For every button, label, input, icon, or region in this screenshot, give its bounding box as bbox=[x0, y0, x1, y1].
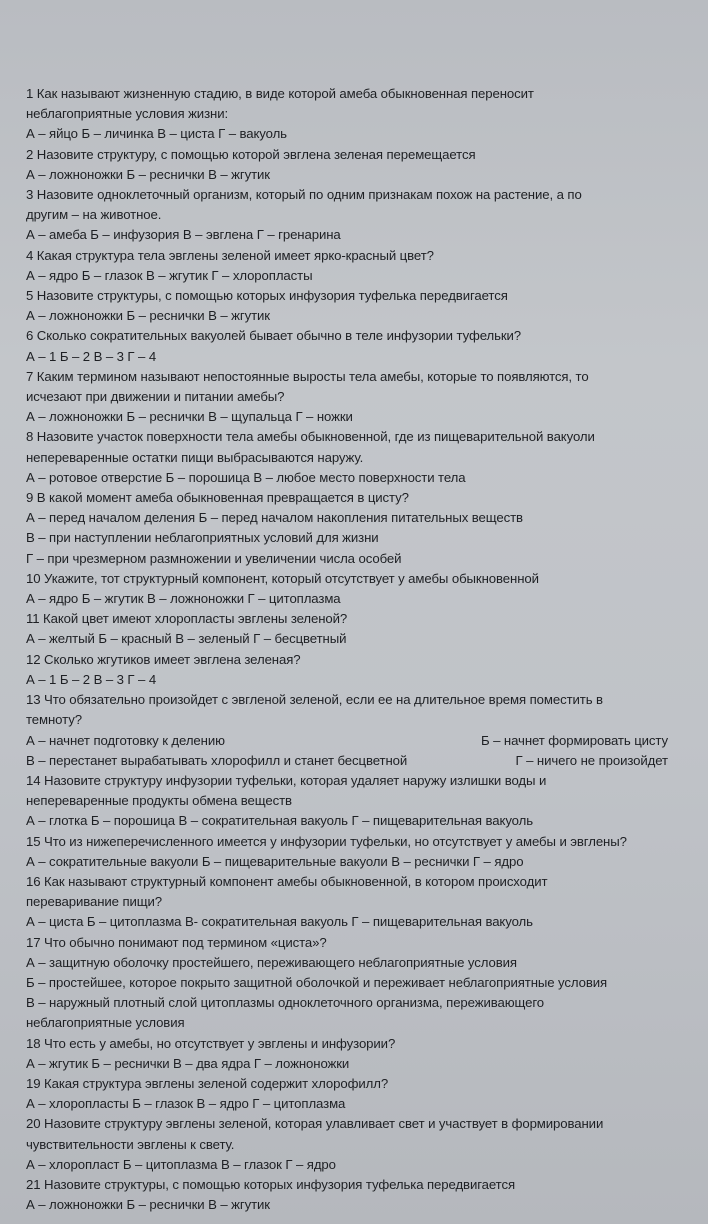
answer-options: А – защитную оболочку простейшего, переживающего неблагоприятные условия bbox=[26, 954, 517, 970]
question-block bbox=[26, 185, 698, 246]
question-text: 18 Что есть у амебы, но отсутствует у эвглены и инфузории? bbox=[26, 1035, 396, 1051]
answer-options: А – перед началом деления Б – перед началом накопления питательных веществ bbox=[26, 510, 523, 526]
question-text: 19 Какая структура эвглены зеленой содержит хлорофилл? bbox=[26, 1075, 389, 1091]
question-text: 2 Назовите структуру, с помощью которой эвглена зеленая перемещается bbox=[26, 146, 476, 162]
answer-options: А – ложноножки Б – реснички В – жгутик bbox=[26, 166, 270, 182]
question-block bbox=[26, 569, 698, 609]
answer-options: А – жгутик Б – реснички В – два ядра Г – ложноножки bbox=[26, 1055, 350, 1071]
question-text: 8 Назовите участок поверхности тела амебы обыкновенной, где из пищеварительной вакуоли bbox=[26, 429, 595, 445]
question-block bbox=[26, 145, 698, 185]
answer-options-row bbox=[26, 731, 698, 751]
answer-options: А – амеба Б – инфузория В – эвглена Г – гренарина bbox=[26, 227, 341, 243]
question-text: 13 Что обязательно произойдет с эвгленой зеленой, если ее на длительное время поместить в bbox=[26, 692, 603, 708]
answer-options: А – 1 Б – 2 В – 3 Г – 4 bbox=[26, 348, 157, 364]
question-block bbox=[26, 1074, 698, 1114]
question-text: 21 Назовите структуры, с помощью которых инфузория туфелька передвигается bbox=[26, 1176, 515, 1192]
question-block bbox=[26, 933, 698, 1034]
answer-options: А – сократительные вакуоли Б – пищеварительные вакуоли В – реснички Г – ядро bbox=[26, 853, 524, 869]
question-text: 1 Как называют жизненную стадию, в виде которой амеба обыкновенная переносит bbox=[26, 86, 534, 101]
question-text: переваривание пищи? bbox=[26, 894, 163, 910]
question-text: 6 Сколько сократительных вакуолей бывает обычно в теле инфузории туфельки? bbox=[26, 328, 522, 344]
question-block bbox=[26, 286, 698, 326]
question-block bbox=[26, 1175, 698, 1215]
answer-options: А – хлоропласт Б – цитоплазма В – глазок Г – ядро bbox=[26, 1156, 336, 1172]
answer-options: А – ложноножки Б – реснички В – жгутик bbox=[26, 1197, 270, 1213]
question-block bbox=[26, 872, 698, 933]
question-text: 5 Назовите структуры, с помощью которых инфузория туфелька передвигается bbox=[26, 288, 508, 304]
question-block bbox=[26, 609, 698, 649]
question-block bbox=[26, 771, 698, 832]
question-block bbox=[26, 488, 698, 569]
question-text: 7 Каким термином называют непостоянные выросты тела амебы, которые то появляются, то bbox=[26, 368, 589, 384]
question-text: 16 Как называют структурный компонент амебы обыкновенной, в котором происходит bbox=[26, 873, 548, 889]
answer-options: А – циста Б – цитоплазма В- сократительная вакуоль Г – пищеварительная вакуоль bbox=[26, 914, 533, 930]
question-text: неблагоприятные условия жизни: bbox=[26, 106, 229, 122]
question-text: чувствительности эвглены к свету. bbox=[26, 1136, 235, 1152]
answer-options: А – ротовое отверстие Б – порошица В – любое место поверхности тела bbox=[26, 469, 466, 485]
question-text: 17 Что обычно понимают под термином «циста»? bbox=[26, 934, 327, 950]
answer-options: А – ложноножки Б – реснички В – жгутик bbox=[26, 308, 270, 324]
question-text: 11 Какой цвет имеют хлоропласты эвглены зеленой? bbox=[26, 611, 348, 627]
question-text: 4 Какая структура тела эвглены зеленой имеет ярко-красный цвет? bbox=[26, 247, 434, 263]
question-text: 10 Укажите, тот структурный компонент, который отсутствует у амебы обыкновенной bbox=[26, 570, 539, 586]
question-text: непереваренные остатки пищи выбрасываются наружу. bbox=[26, 449, 364, 465]
question-block bbox=[26, 326, 698, 366]
question-block bbox=[26, 367, 698, 428]
question-text: другим – на животное. bbox=[26, 207, 162, 223]
question-text: непереваренные продукты обмена веществ bbox=[26, 793, 292, 809]
answer-options: А – ложноножки Б – реснички В – щупальца Г – ножки bbox=[26, 409, 353, 425]
answer-options: Г – при чрезмерном размножении и увеличении числа особей bbox=[26, 550, 402, 566]
question-block bbox=[26, 246, 698, 286]
answer-options: Б – простейшее, которое покрыто защитной оболочкой и переживает неблагоприятные условия bbox=[26, 974, 608, 990]
answer-options: В – при наступлении неблагоприятных условий для жизни bbox=[26, 530, 379, 546]
answer-option: В – перестанет вырабатывать хлорофилл и станет бесцветной bbox=[26, 752, 408, 768]
answer-options: А – яйцо Б – личинка В – циста Г – вакуоль bbox=[26, 126, 287, 142]
question-text: 9 В какой момент амеба обыкновенная превращается в цисту? bbox=[26, 490, 409, 506]
question-block bbox=[26, 650, 698, 690]
question-block bbox=[26, 427, 698, 488]
question-text: исчезают при движении и питании амебы? bbox=[26, 389, 285, 405]
answer-options: А – хлоропласты Б – глазок В – ядро Г – цитоплазма bbox=[26, 1096, 346, 1112]
question-block bbox=[26, 690, 698, 771]
answer-options: А – ядро Б – жгутик В – ложноножки Г – цитоплазма bbox=[26, 591, 341, 607]
answer-option: А – начнет подготовку к делению bbox=[26, 732, 225, 748]
answer-options: А – ядро Б – глазок В – жгутик Г – хлоропласты bbox=[26, 267, 313, 283]
answer-options: А – глотка Б – порошица В – сократительная вакуоль Г – пищеварительная вакуоль bbox=[26, 813, 533, 829]
answer-option: Б – начнет формировать цисту bbox=[481, 732, 668, 748]
question-text: 14 Назовите структуру инфузории туфельки, которая удаляет наружу излишки воды и bbox=[26, 772, 547, 788]
question-block bbox=[26, 832, 698, 872]
answer-options: А – желтый Б – красный В – зеленый Г – бесцветный bbox=[26, 631, 347, 647]
question-text: 20 Назовите структуру эвглены зеленой, которая улавливает свет и участвует в формировании bbox=[26, 1116, 604, 1132]
question-text: 12 Сколько жгутиков имеет эвглена зеленая? bbox=[26, 651, 301, 667]
question-text: 3 Назовите одноклеточный организм, который по одним признакам похож на растение, а по bbox=[26, 187, 582, 203]
question-block bbox=[26, 1114, 698, 1175]
question-block bbox=[26, 84, 698, 145]
question-block bbox=[26, 1034, 698, 1074]
answer-options: В – наружный плотный слой цитоплазмы одноклеточного организма, переживающего bbox=[26, 995, 545, 1011]
answer-options-row bbox=[26, 751, 698, 771]
answer-options: А – 1 Б – 2 В – 3 Г – 4 bbox=[26, 671, 157, 687]
answer-option: Г – ничего не произойдет bbox=[515, 752, 668, 768]
question-text: темноту? bbox=[26, 712, 82, 728]
answer-options: неблагоприятные условия bbox=[26, 1015, 185, 1031]
question-text: 15 Что из нижеперечисленного имеется у инфузории туфельки, но отсутствует у амебы и эвглены? bbox=[26, 833, 627, 849]
